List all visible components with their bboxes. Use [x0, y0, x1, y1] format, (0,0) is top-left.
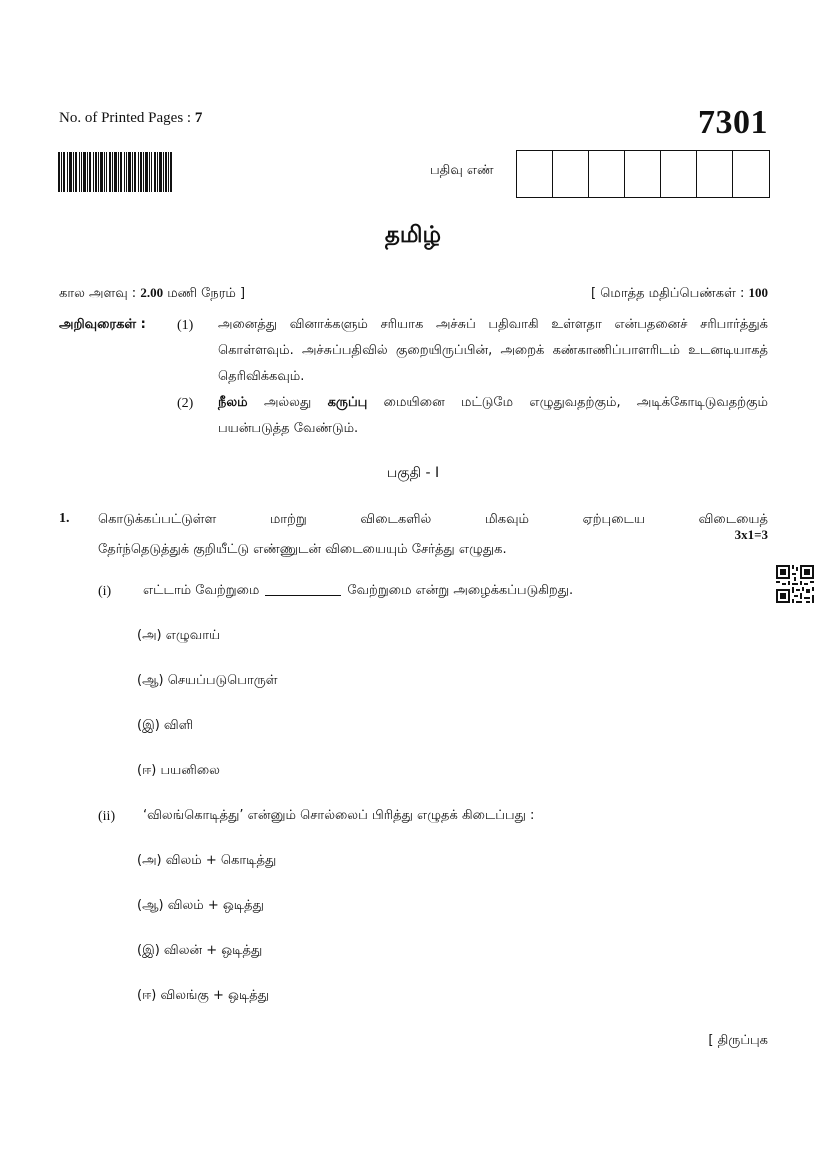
subquestion-number: (i) — [98, 584, 112, 599]
option-item: (ஆ) செயப்படுபொருள் — [137, 673, 278, 688]
subquestion-number: (ii) — [98, 809, 116, 824]
subquestion-text-end: வேற்றுமை என்று அழைக்கப்படுகிறது. — [347, 583, 574, 598]
question-number: 1. — [59, 511, 70, 526]
option-item: (ஈ) பயனிலை — [137, 763, 220, 778]
time-unit: மணி நேரம் ] — [167, 286, 246, 301]
turn-over-note: [ திருப்புக — [708, 1033, 768, 1048]
instruction-number: (2) — [177, 396, 194, 411]
instruction-text — [218, 390, 768, 442]
paper-code: 7301 — [698, 104, 768, 141]
registration-label: பதிவு எண் — [430, 163, 494, 178]
total-marks — [591, 285, 768, 302]
subquestion-text — [143, 583, 573, 599]
ink-or-label: அல்லது — [263, 395, 312, 410]
registration-digit-box[interactable] — [553, 151, 589, 197]
option-item: (அ) விலம் + கொடித்து — [137, 853, 277, 868]
question-marks: 3x1=3 — [734, 527, 768, 542]
printed-pages-value: 7 — [194, 110, 203, 126]
subquestion-text: ‘விலங்கொடித்து’ என்னும் சொல்லைப் பிரித்து எழுதக் கிடைப்பது : — [143, 808, 535, 823]
subquestion-text-start: எட்டாம் வேற்றுமை — [143, 583, 260, 598]
qr-code-image — [776, 565, 814, 603]
time-allowed — [59, 285, 245, 302]
question-text — [98, 505, 768, 565]
registration-digit-box[interactable] — [697, 151, 733, 197]
registration-number-boxes[interactable] — [516, 150, 770, 198]
question-line: தேர்ந்தெடுத்துக் குறியீட்டு எண்ணுடன் விடையையும் சேர்த்து எழுதுக. — [98, 542, 507, 557]
marks-label: [ மொத்த மதிப்பெண்கள் : — [591, 286, 745, 301]
option-item: (அ) எழுவாய் — [137, 628, 221, 643]
section-title: பகுதி - I — [386, 465, 440, 481]
registration-digit-box[interactable] — [661, 151, 697, 197]
option-item: (இ) விளி — [137, 718, 194, 733]
time-label: கால அளவு : — [59, 286, 137, 301]
instruction-number: (1) — [177, 318, 194, 333]
registration-digit-box[interactable] — [733, 151, 769, 197]
instructions-label: அறிவுரைகள் : — [59, 317, 146, 332]
registration-digit-box[interactable] — [517, 151, 553, 197]
ink-black-label: கருப்பு — [327, 395, 368, 410]
option-item: (ஆ) விலம் + ஒடித்து — [137, 898, 264, 913]
question-line: கொடுக்கப்பட்டுள்ள மாற்று விடைகளில் மிகவும் ஏற்புடைய விடையைத் — [98, 512, 768, 527]
ink-instruction-rest: மையினை மட்டுமே எழுதுவதற்கும், அடிக்கோடிடுவதற்கும் பயன்படுத்த வேண்டும். — [218, 395, 768, 436]
barcode-image — [58, 152, 172, 192]
marks-value: 100 — [748, 285, 768, 300]
subject-title: தமிழ் — [384, 222, 442, 248]
answer-blank — [265, 595, 341, 596]
instruction-text: அனைத்து வினாக்களும் சரியாக அச்சுப் பதிவாகி உள்ளதா என்பதனைச் சரிபார்த்துக் கொள்ளவும். அச்சுப்பதிவில் குறையிருப்பின், அறைக் கண்காணிப்பாளரிடம் உடனடியாகத் தெரிவிக்கவும். — [218, 317, 768, 384]
printed-pages-label: No. of Printed Pages : — [59, 110, 192, 126]
registration-digit-box[interactable] — [589, 151, 625, 197]
option-item: (இ) விலன் + ஒடித்து — [137, 943, 263, 958]
option-item: (ஈ) விலங்கு + ஒடித்து — [137, 988, 270, 1003]
time-value: 2.00 — [140, 285, 164, 300]
printed-pages — [59, 110, 202, 127]
ink-blue-label: நீலம் — [218, 395, 248, 410]
registration-digit-box[interactable] — [625, 151, 661, 197]
